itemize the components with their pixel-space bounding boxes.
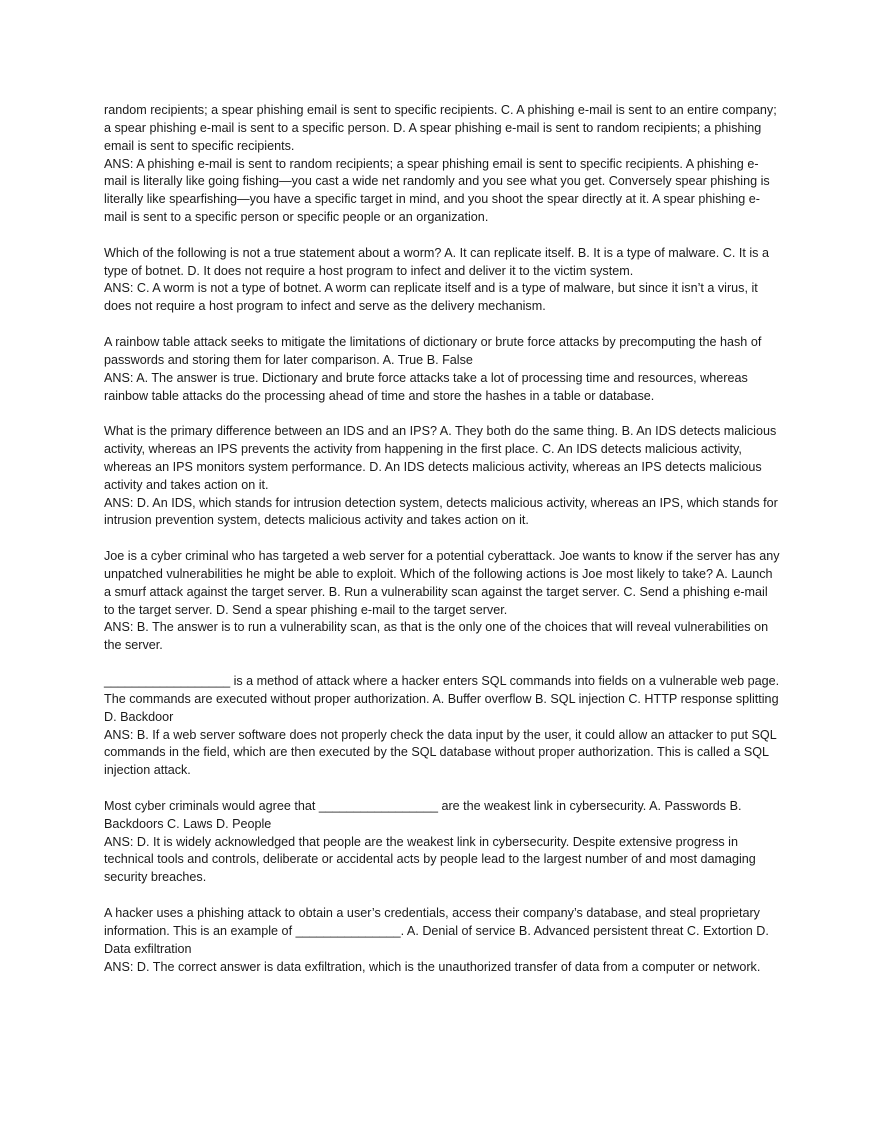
qa-block-3 [104, 334, 780, 405]
question-text: Which of the following is not a true statement about a worm? A. It can replicate itself. B. It is a type of malware. C. It is a type of botnet. D. It does not require a host program to infect and deliver it to the victim system. [104, 245, 769, 278]
qa-block-5 [104, 548, 780, 655]
question-text: Joe is a cyber criminal who has targeted a web server for a potential cyberattack. Joe wants to know if the server has any unpatched vulnerabilities he might be able to exploit. Which of the following actions is Joe most likely to take? A. Launch a smurf attack against the target server. B. Run a vulnerability scan against the target server. C. Send a phishing e-mail to the target server. D. Send a spear phishing e-mail to the target server. [104, 549, 780, 617]
qa-block-7 [104, 798, 780, 887]
answer-text: ANS: D. The correct answer is data exfiltration, which is the unauthorized transfer of data from a computer or network. [104, 959, 761, 974]
document-body [104, 102, 780, 994]
qa-block-8 [104, 905, 780, 976]
question-text: random recipients; a spear phishing email is sent to specific recipients. C. A phishing e-mail is sent to an entire company; a spear phishing e-mail is sent to a specific person. D. A spear phishing e-mail is sent to random recipients; a phishing email is sent to specific recipients. [104, 103, 777, 153]
question-text: __________________ is a method of attack where a hacker enters SQL commands into fields on a vulnerable web page. The commands are executed without proper authorization. A. Buffer overflow B. SQL injection C. HTTP response splitting D. Backdoor [104, 674, 780, 724]
answer-text: ANS: B. If a web server software does not properly check the data input by the user, it could allow an attacker to put SQL commands in the field, which are then executed by the SQL database without proper authorization. This is called a SQL injection attack. [104, 727, 777, 778]
question-text: A hacker uses a phishing attack to obtain a user’s credentials, access their company’s database, and steal proprietary information. This is an example of _______________. A. Denial of service B. Advanced persistent threat C. Extortion D. Data exfiltration [104, 905, 769, 956]
answer-text: ANS: D. It is widely acknowledged that people are the weakest link in cybersecurity. Despite extensive progress in technical tools and controls, deliberate or accidental acts by people lead to the largest number of and most damaging security breaches. [104, 834, 756, 885]
qa-block-2 [104, 245, 780, 316]
answer-text: ANS: D. An IDS, which stands for intrusion detection system, detects malicious activity, whereas an IPS, which stands for intrusion prevention system, detects malicious activity and takes action on it. [104, 495, 778, 528]
qa-block-1 [104, 102, 780, 227]
answer-text: ANS: B. The answer is to run a vulnerability scan, as that is the only one of the choices that will reveal vulnerabilities on the server. [104, 620, 769, 653]
answer-text: ANS: A. The answer is true. Dictionary and brute force attacks take a lot of processing time and resources, whereas rainbow table attacks do the processing ahead of time and store the hashes in a table or database. [104, 370, 748, 403]
question-text: Most cyber criminals would agree that _________________ are the weakest link in cybersecurity. A. Passwords B. Backdoors C. Laws D. People [104, 798, 742, 831]
question-text: What is the primary difference between an IDS and an IPS? A. They both do the same thing. B. An IDS detects malicious activity, whereas an IPS prevents the activity from happening in the first place. C. An IDS detects malicious activity, whereas an IPS monitors system performance. D. An IDS detects malicious activity, whereas an IPS detects malicious activity and takes action on it. [104, 424, 777, 492]
qa-block-4 [104, 423, 780, 530]
qa-block-6 [104, 673, 780, 780]
question-text: A rainbow table attack seeks to mitigate the limitations of dictionary or brute force attacks by precomputing the hash of passwords and storing them for later comparison. A. True B. False [104, 334, 762, 367]
answer-text: ANS: A phishing e-mail is sent to random recipients; a spear phishing email is sent to specific recipients. A phishing e-mail is literally like going fishing—you cast a wide net randomly and you see what you get. Conversely spear phishing is literally like spearfishing—you have a specific target in mind, and you shoot the spear directly at it. A spear phishing e-mail is sent to a specific person or specific people or an organization. [104, 156, 770, 225]
answer-text: ANS: C. A worm is not a type of botnet. A worm can replicate itself and is a type of malware, but since it isn’t a virus, it does not require a host program to infect and serve as the delivery mechanism. [104, 281, 758, 314]
